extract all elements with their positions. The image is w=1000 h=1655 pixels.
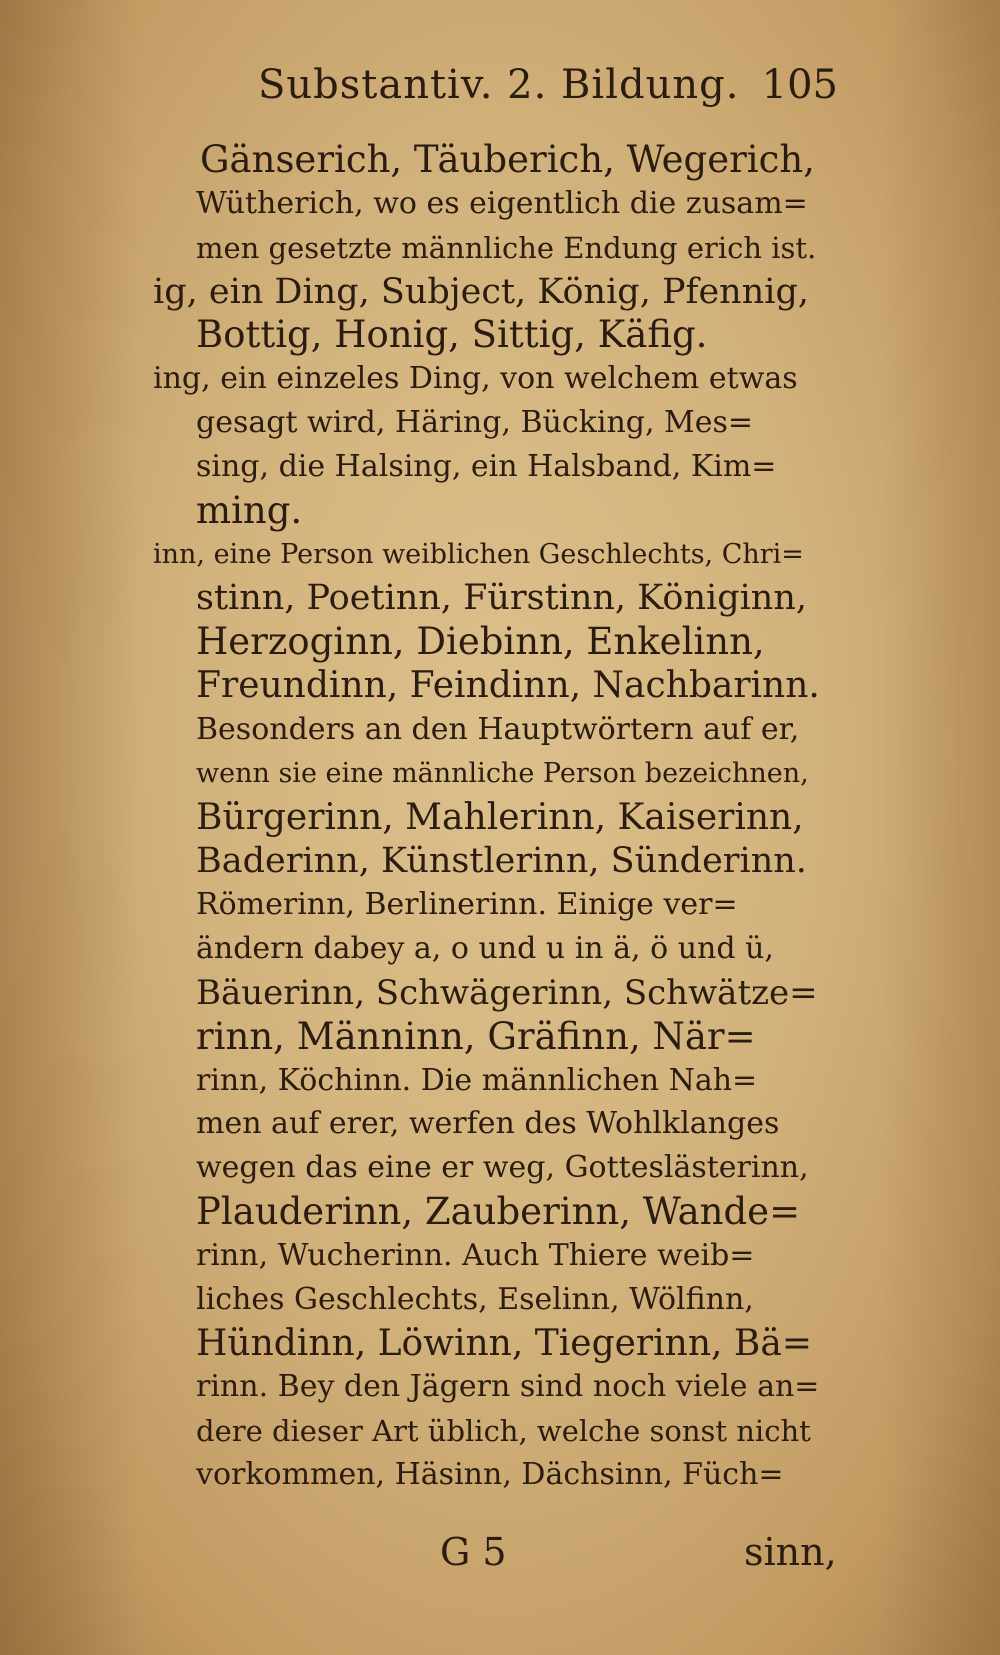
text-line: gesagt wird, Häring, Bücking, Mes=: [196, 405, 754, 440]
signature-mark: G 5: [440, 1530, 507, 1574]
text-line: men gesetzte männliche Endung erich ist.: [196, 231, 817, 265]
text-line: ming.: [196, 489, 303, 532]
text-line: ig, ein Ding, Subject, König, Pfennig,: [153, 272, 809, 312]
text-line: Plauderinn, Zauberinn, Wande=: [196, 1190, 801, 1233]
text-line: Römerinn, Berlinerinn. Einige ver=: [196, 887, 738, 922]
text-line: Herzoginn, Diebinn, Enkelinn,: [196, 620, 765, 663]
text-line: wegen das eine er weg, Gotteslästerinn,: [196, 1150, 809, 1185]
text-line: Bottig, Honig, Sittig, Käfig.: [196, 313, 708, 356]
text-line: dere dieser Art üblich, welche sonst nicht: [196, 1414, 811, 1448]
running-header: [258, 62, 838, 122]
text-line: rinn, Männinn, Gräfinn, När=: [196, 1015, 756, 1058]
text-line: Bürgerinn, Mahlerinn, Kaiserinn,: [196, 797, 804, 838]
text-line: Gänserich, Täuberich, Wegerich,: [200, 138, 815, 181]
text-line: rinn. Bey den Jägern sind noch viele an=: [196, 1369, 820, 1404]
page-number: 105: [761, 62, 838, 108]
text-line: men auf erer, werfen des Wohlklanges: [196, 1106, 780, 1141]
text-line: Bäuerinn, Schwägerinn, Schwätze=: [196, 973, 818, 1013]
text-line: Freundinn, Feindinn, Nachbarinn.: [196, 665, 820, 706]
text-line: liches Geschlechts, Eselinn, Wölfinn,: [196, 1282, 754, 1317]
text-line: rinn, Wucherinn. Auch Thiere weib=: [196, 1238, 755, 1273]
text-line: vorkommen, Häsinn, Dächsinn, Füch=: [196, 1457, 784, 1492]
text-line: Baderinn, Künstlerinn, Sünderinn.: [196, 841, 807, 881]
page-edge-shading-left: [0, 0, 140, 1655]
text-line: ing, ein einzeles Ding, von welchem etwas: [153, 361, 798, 396]
text-line: inn, eine Person weiblichen Geschlechts, Chri=: [153, 539, 804, 570]
page-edge-shading-right: [880, 0, 1000, 1655]
running-head-title: Substantiv. 2. Bildung.: [258, 62, 740, 108]
catchword: sinn,: [744, 1530, 837, 1574]
text-line: ändern dabey a, o und u in ä, ö und ü,: [196, 931, 774, 966]
text-line: Wütherich, wo es eigentlich die zusam=: [196, 186, 808, 221]
text-line: Besonders an den Hauptwörtern auf er,: [196, 712, 800, 747]
text-line: stinn, Poetinn, Fürstinn, Königinn,: [196, 578, 807, 618]
text-line: Hündinn, Löwinn, Tiegerinn, Bä=: [196, 1323, 812, 1364]
text-line: rinn, Köchinn. Die männlichen Nah=: [196, 1063, 758, 1098]
text-line: wenn sie eine männliche Person bezeichnen,: [196, 758, 809, 789]
text-line: sing, die Halsing, ein Halsband, Kim=: [196, 449, 777, 484]
